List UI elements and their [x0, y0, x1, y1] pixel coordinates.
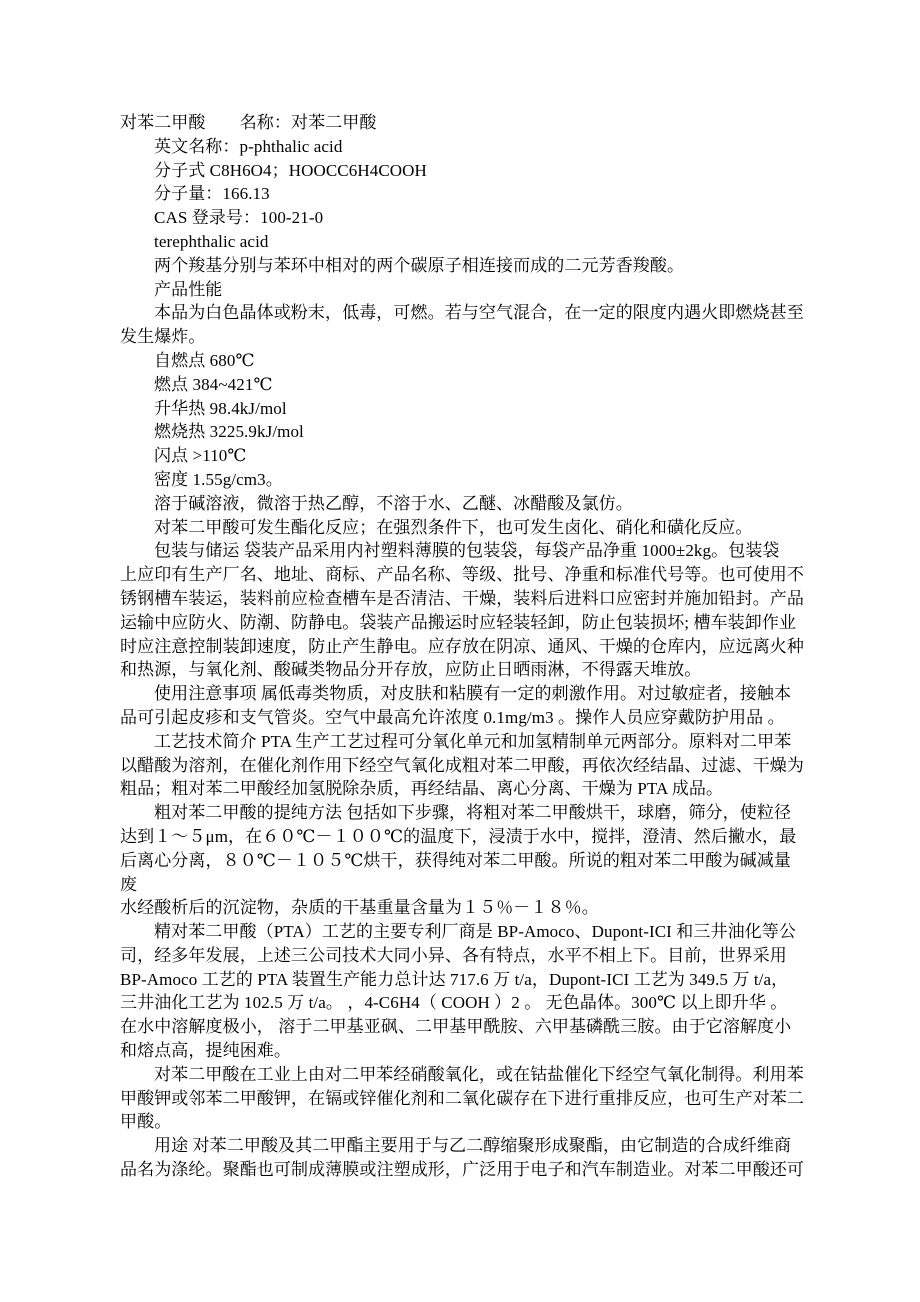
- text-line: 用途 对苯二甲酸及其二甲酯主要用于与乙二醇缩聚形成聚酯，由它制造的合成纤维商: [154, 1136, 792, 1156]
- text-line: 对苯二甲酸可发生酯化反应；在强烈条件下，也可发生卤化、硝化和磺化反应。: [154, 517, 753, 537]
- text-line: 甲酸钾或邻苯二甲酸钾，在镉或锌催化剂和二氧化碳存在下进行重排反应，也可生产对苯二: [120, 1088, 804, 1108]
- text-line: 粗对苯二甲酸的提纯方法 包括如下步骤，将粗对苯二甲酸烘干，球磨，筛分，使粒径: [154, 803, 792, 823]
- text-line: 达到１～５μm，在６０℃－１００℃的温度下，浸渍于水中，搅拌，澄清、然后撇水，最: [120, 826, 797, 846]
- text-line: 上应印有生产厂名、地址、商标、产品名称、等级、批号、净重和标准代号等。也可使用不: [120, 565, 804, 585]
- text-line: 分子式 C8H6O4；HOOCC6H4COOH: [154, 160, 427, 180]
- text-line: BP-Amoco 工艺的 PTA 装置生产能力总计达 717.6 万 t/a，Dupont-ICI 工艺为 349.5 万 t/a，: [120, 969, 789, 989]
- text-line: 使用注意事项 属低毒类物质，对皮肤和粘膜有一定的刺激作用。对过敏症者，接触本: [154, 684, 792, 704]
- text-line: 品可引起皮疹和支气管炎。空气中最高允许浓度 0.1mg/m3 。操作人员应穿戴防护用品 。: [120, 707, 785, 727]
- text-line: 两个羧基分别与苯环中相对的两个碳原子相连接而成的二元芳香羧酸。: [154, 255, 685, 275]
- text-line: 水经酸析后的沉淀物，杂质的干基重量含量为１５％－１８％。: [120, 898, 599, 918]
- document-body: [120, 111, 804, 1182]
- text-line: 运输中应防火、防潮、防静电。袋装产品搬运时应轻装轻卸，防止包装损坏; 槽车装卸作业: [120, 612, 797, 632]
- text-line: 发生爆炸。: [120, 327, 206, 347]
- text-line: 本品为白色晶体或粉末，低毒，可燃。若与空气混合，在一定的限度内遇火即燃烧甚至: [154, 303, 804, 323]
- text-line: 以醋酸为溶剂，在催化剂作用下经空气氧化成粗对苯二甲酸，再依次经结晶、过滤、干燥为: [120, 755, 804, 775]
- text-line: 溶于碱溶液，微溶于热乙醇，不溶于水、乙醚、冰醋酸及氯仿。: [154, 493, 633, 513]
- text-line: 锈钢槽车装运，装料前应检查槽车是否清洁、干燥，装料后进料口应密封并施加铅封。产品: [120, 588, 804, 608]
- text-line: 精对苯二甲酸（PTA）工艺的主要专利厂商是 BP-Amoco、Dupont-ICI 和三井油化等公: [154, 922, 796, 942]
- text-line: 司，经多年发展，上述三公司技术大同小异、各有特点，水平不相上下。目前，世界采用: [120, 945, 787, 965]
- text-line: CAS 登录号：100-21-0: [154, 208, 324, 228]
- text-line: 工艺技术简介 PTA 生产工艺过程可分氧化单元和加氢精制单元两部分。原料对二甲苯: [154, 731, 792, 751]
- text-line: 对苯二甲酸在工业上由对二甲苯经硝酸氧化，或在钴盐催化下经空气氧化制得。利用苯: [154, 1064, 804, 1084]
- text-line: 包装与储运 袋装产品采用内衬塑料薄膜的包装袋，每袋产品净重 1000±2kg。包装袋: [154, 541, 780, 561]
- text-line: terephthalic acid: [154, 231, 269, 251]
- text-line: 和热源，与氧化剂、酸碱类物品分开存放，应防止日晒雨淋，不得露天堆放。: [120, 660, 702, 680]
- text-line: 和熔点高，提纯困难。: [120, 1041, 291, 1061]
- text-line: 分子量：166.13: [154, 184, 270, 204]
- text-line: 产品性能: [154, 279, 223, 299]
- text-line: 三井油化工艺为 102.5 万 t/a。 ，4-C6H4（ COOH ）2 。 无色晶体。300℃ 以上即升华 。: [120, 993, 788, 1013]
- text-line: 燃烧热 3225.9kJ/mol: [154, 422, 304, 442]
- text-line: 在水中溶解度极小， 溶于二甲基亚砜、二甲基甲酰胺、六甲基磷酰三胺。由于它溶解度小: [120, 1017, 792, 1037]
- text-line: 燃点 384~421℃: [154, 374, 273, 394]
- text-line: 闪点 >110℃: [154, 446, 247, 466]
- text-line: 甲酸。: [120, 1112, 172, 1132]
- text-line: 后离心分离，８０℃－１０５℃烘干，获得纯对苯二甲酸。所说的粗对苯二甲酸为碱减量废: [120, 850, 791, 894]
- text-line: 自燃点 680℃: [154, 350, 255, 370]
- text-line: 升华热 98.4kJ/mol: [154, 398, 287, 418]
- text-line: 品名为涤纶。聚酯也可制成薄膜或注塑成形，广泛用于电子和汽车制造业。对苯二甲酸还可: [120, 1160, 804, 1180]
- text-line: 密度 1.55g/cm3。: [154, 469, 283, 489]
- text-line: 对苯二甲酸 名称：对苯二甲酸: [120, 113, 377, 132]
- text-line: 粗品；粗对苯二甲酸经加氢脱除杂质，再经结晶、离心分离、干燥为 PTA 成品。: [120, 779, 724, 799]
- text-line: 英文名称：p-phthalic acid: [154, 136, 343, 156]
- text-line: 时应注意控制装卸速度，防止产生静电。应存放在阴凉、通风、干燥的仓库内，应远离火种: [120, 636, 804, 656]
